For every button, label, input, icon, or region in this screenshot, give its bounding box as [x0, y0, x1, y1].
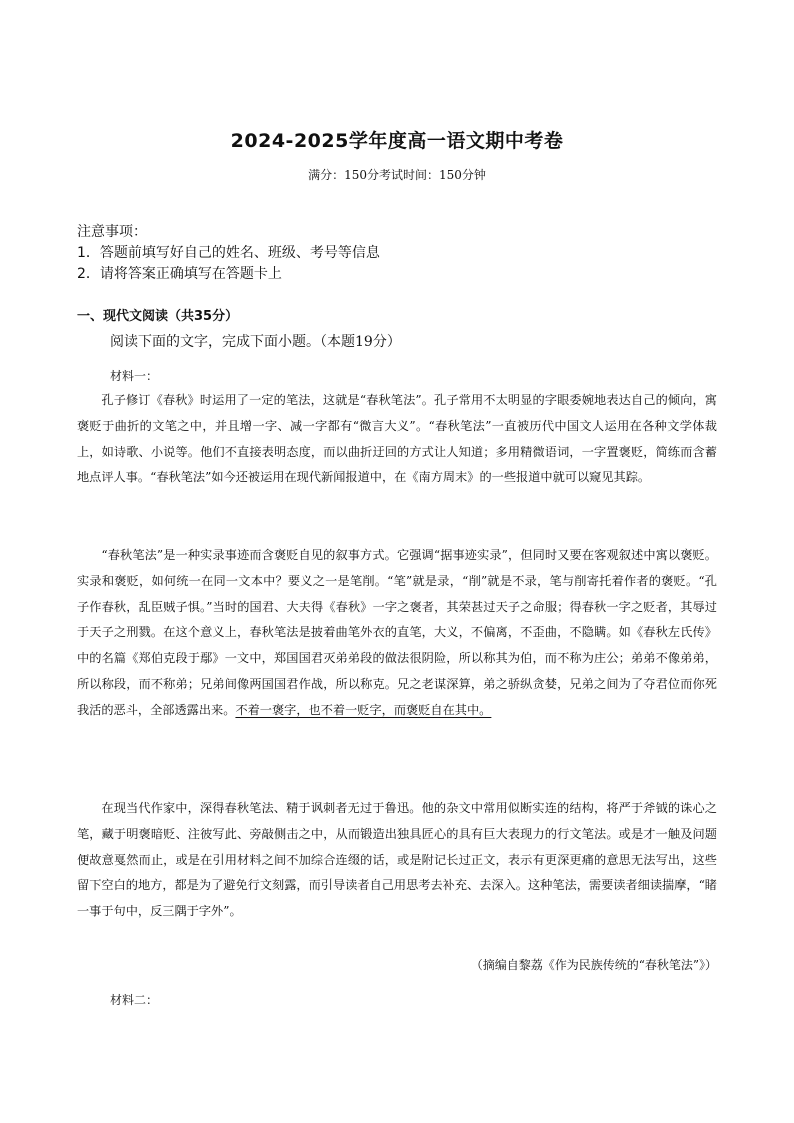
paragraph-3: 在现当代作家中，深得春秋笔法、精于讽刺者无过于鲁迅。他的杂文中常用似断实连的结构，将严于斧钺的诛心之笔，藏于明褒暗贬、注彼写此、旁敲侧击之中，从而锻造出独具匠心的具有巨大表现力的行文笔法。或是才一触及问题便故意戛然而止，或是在引用材料之间不加综合连缀的话，或是附记长过正文，表示有更深更痛的意思无法写出，这些留下空白的地方，都是为了避免行文刻露，而引导读者自己用思考去补充、去深入。这种笔法，需要读者细读揣摩，“睹一事于句中，反三隅于字外”。 — [77, 801, 717, 919]
paragraph-2-text: “春秋笔法”是一种实录事迹而含褒贬自见的叙事方式。它强调“据事迹实录”，但同时又要在客观叙述中寓以褒贬。实录和褒贬，如何统一在同一文本中？要义之一是笔削。“笔”就是录，“削”就是不录，笔与削寄托着作者的褒贬。“孔子作春秋，乱臣贼子惧。”当时的国君、大夫得《春秋》一字之褒者，其荣甚过天子之命服；得春秋一字之贬者，其辱过于天子之刑戮。在这个意义上，春秋笔法是披着曲笔外衣的直笔，大义，不偏离，不歪曲，不隐瞒。如《春秋左氏传》中的名篇《郑伯克段于鄢》一文中，郑国国君灭弟弟段的做法很阴险，所以称其为伯，而不称为庄公；弟弟不像弟弟，所以称段，而不称弟；兄弟间像两国国君作战，所以称克。兄之老谋深算，弟之骄纵贪婪，兄弟之间为了夺君位而你死我活的恶斗，全部透露出来。 — [77, 548, 717, 717]
exam-subtitle: 满分：150分考试时间：150分钟 — [308, 168, 486, 182]
notice-heading: 注意事项： — [77, 224, 147, 240]
paragraph-1: 孔子修订《春秋》时运用了一定的笔法，这就是“春秋笔法”。孔子常用不太明显的字眼委婉地表达自己的倾向，寓褒贬于曲折的文笔之中，并且增一字、减一字都有“微言大义”。“春秋笔法”一直被历代中国文人运用在各种文学体裁上，如诗歌、小说等。他们不直接表明态度，而以曲折迂回的方式让人知道；多用精微语词，一字置褒贬，简练而含蓄地点评人事。“春秋笔法”如今还被运用在现代新闻报道中，在《南方周末》的一些报道中就可以窥见其踪。 — [77, 393, 717, 485]
reading-instruction: 阅读下面的文字，完成下面小题。（本题19分） — [110, 334, 401, 350]
material-2-label: 材料二： — [110, 993, 159, 1007]
underlined-sentence: 不着一褒字，也不着一贬字，而褒贬自在其中。 — [235, 702, 492, 717]
paragraph-2 — [77, 543, 717, 724]
section-heading: 一、现代文阅读（共35分） — [77, 309, 239, 324]
source-citation: （摘编自黎荔《作为民族传统的“春秋笔法”》） — [470, 958, 717, 972]
exam-title: 2024-2025学年度高一语文期中考卷 — [230, 130, 564, 152]
notice-item: 2．请将答案正确填写在答题卡上 — [77, 266, 282, 282]
material-1-label: 材料一： — [110, 369, 159, 383]
notice-item: 1．答题前填写好自己的姓名、班级、考号等信息 — [77, 245, 380, 261]
notice-block — [77, 222, 380, 285]
